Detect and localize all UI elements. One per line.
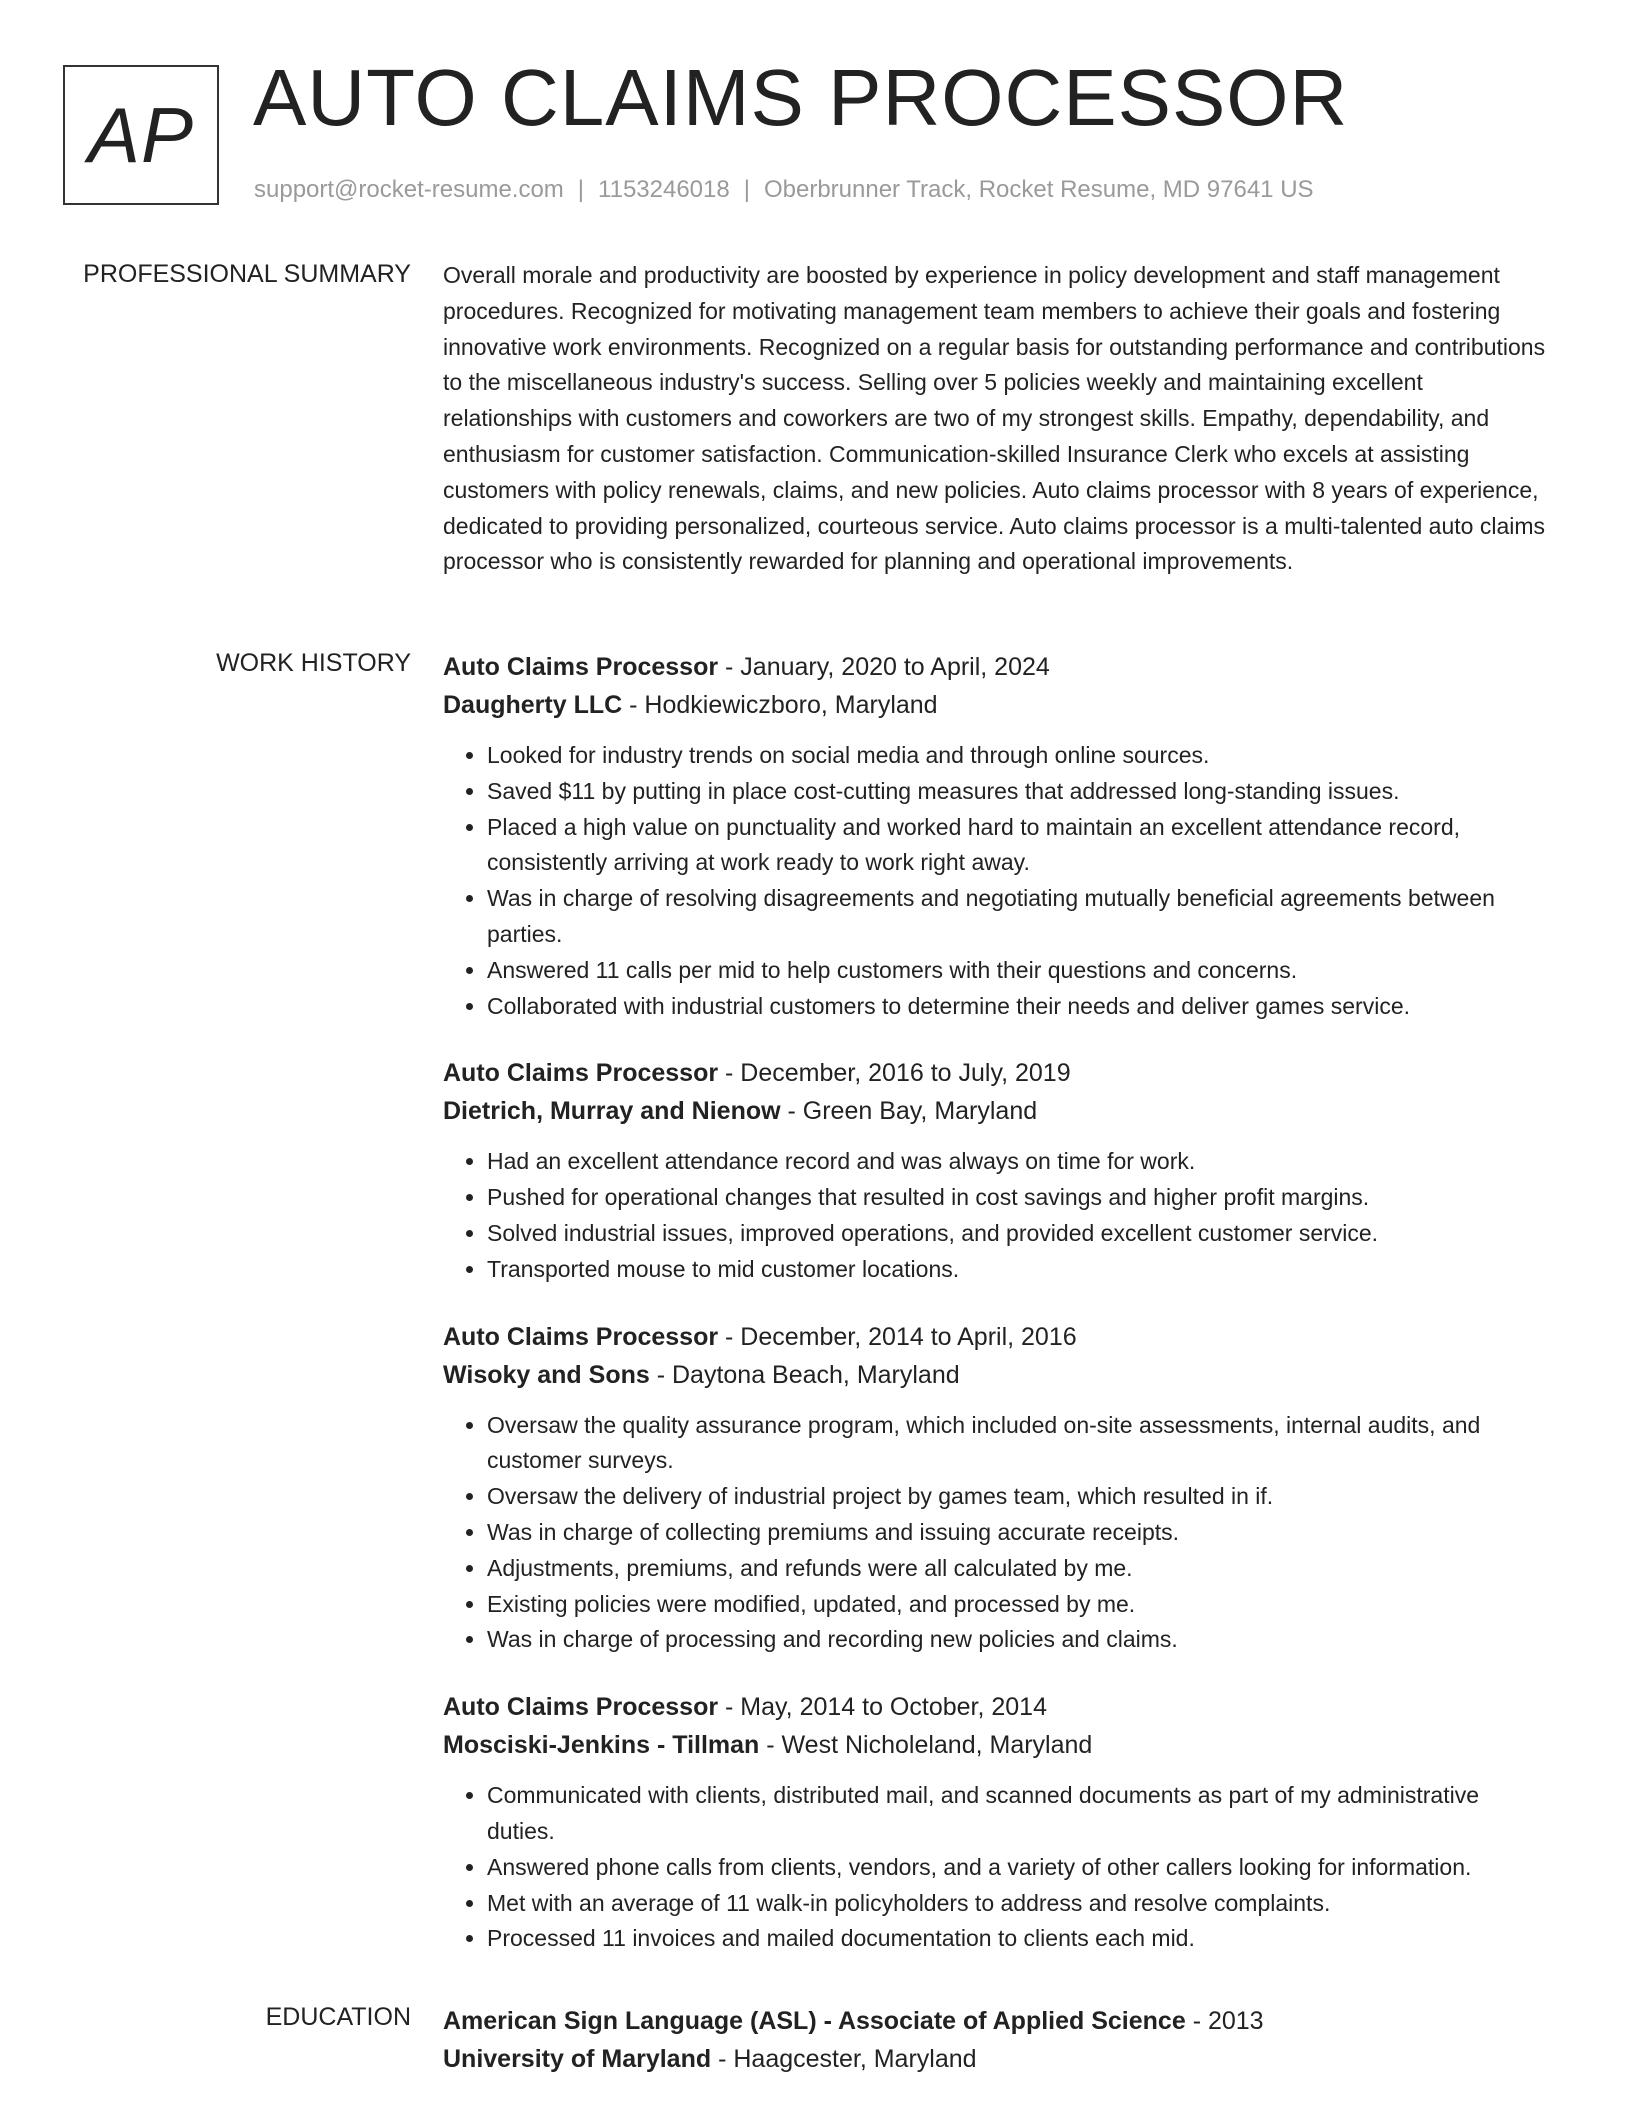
job-bullet: • Existing policies were modified, updated, and processed by me. <box>487 1587 1553 1623</box>
job-bullet: • Pushed for operational changes that resulted in cost savings and higher profit margins. <box>487 1180 1553 1216</box>
job-company: Wisoky and Sons <box>443 1360 650 1389</box>
job-company: Mosciski-Jenkins - Tillman <box>443 1731 760 1760</box>
job-bullet: • Looked for industry trends on social media and through online sources. <box>487 738 1553 774</box>
job-location: - West Nicholeland, Maryland <box>759 1731 1093 1760</box>
job-title-line <box>443 1318 1553 1356</box>
job-company: Daugherty LLC <box>443 691 623 719</box>
education-degree: American Sign Language (ASL) - Associate of Applied Science <box>443 2007 1186 2035</box>
job-bullets <box>443 738 1553 1024</box>
education-school: University of Maryland <box>443 2045 712 2073</box>
job-bullet: • Saved $11 by putting in place cost-cutting measures that addressed long-standing issues. <box>487 774 1553 810</box>
job-title: Auto Claims Processor <box>443 1322 719 1351</box>
job-bullet: • Adjustments, premiums, and refunds were all calculated by me. <box>487 1551 1553 1587</box>
contact-line <box>254 176 1314 204</box>
job-company-line <box>443 1092 1553 1130</box>
job-entry <box>443 648 1553 1024</box>
page-title: AUTO CLAIMS PROCESSOR <box>253 53 1349 142</box>
job-dates: - May, 2014 to October, 2014 <box>718 1693 1047 1722</box>
job-title: Auto Claims Processor <box>443 653 719 681</box>
job-bullet: • Had an excellent attendance record and was always on time for work. <box>487 1144 1553 1180</box>
job-bullet: • Answered 11 calls per mid to help customers with their questions and concerns. <box>487 953 1553 989</box>
job-bullet: • Processed 11 invoices and mailed documentation to clients each mid. <box>487 1921 1553 1957</box>
job-bullet: • Collaborated with industrial customers to determine their needs and deliver games service. <box>487 989 1553 1025</box>
summary-text: Overall morale and productivity are boosted by experience in policy development and staff management procedures. Recognized for motivating management team members to achieve their goals and fostering innovative work environments. Recognized on a regular basis for outstanding performance and contributions to the miscellaneous industry's success. Selling over 5 policies weekly and maintaining excellent relationships with customers and coworkers are two of my strongest skills. Empathy, dependability, and enthusiasm for customer satisfaction. Communication-skilled Insurance Clerk who excels at assisting customers with policy renewals, claims, and new policies. Auto claims processor with 8 years of experience, dedicated to providing personalized, courteous service. Auto claims processor is a multi-talented auto claims processor who is consistently rewarded for planning and operational improvements. <box>443 262 1546 575</box>
contact-separator: | <box>743 176 750 203</box>
job-bullet: • Met with an average of 11 walk-in policyholders to address and resolve complaints. <box>487 1886 1553 1922</box>
job-dates: - December, 2016 to July, 2019 <box>718 1059 1071 1088</box>
job-bullet: • Communicated with clients, distributed mail, and scanned documents as part of my administrative duties. <box>487 1778 1553 1850</box>
job-company-line <box>443 1356 1553 1394</box>
job-bullet: • Was in charge of resolving disagreements and negotiating mutually beneficial agreements between parties. <box>487 881 1553 953</box>
education-body <box>443 2002 1553 2078</box>
job-bullets <box>443 1144 1553 1287</box>
job-location: - Daytona Beach, Maryland <box>649 1360 960 1389</box>
contact-phone: 1153246018 <box>598 176 730 203</box>
job-dates: - January, 2020 to April, 2024 <box>718 653 1050 681</box>
education-school-line <box>443 2040 1553 2078</box>
job-bullet: • Answered phone calls from clients, vendors, and a variety of other callers looking for information. <box>487 1850 1553 1886</box>
job-bullets <box>443 1778 1553 1957</box>
job-location: - Hodkiewiczboro, Maryland <box>622 691 938 719</box>
education-year: - 2013 <box>1185 2007 1264 2035</box>
job-entry <box>443 1054 1553 1287</box>
section-label-summary: PROFESSIONAL SUMMARY <box>83 260 411 288</box>
job-title-line <box>443 648 1553 686</box>
section-label-work-history: WORK HISTORY <box>216 649 411 677</box>
education-degree-line <box>443 2002 1553 2040</box>
monogram-logo: AP <box>63 65 219 205</box>
job-bullet: • Oversaw the quality assurance program, which included on-site assessments, internal audits, and customer surveys. <box>487 1408 1553 1480</box>
contact-email[interactable]: support@rocket-resume.com <box>254 176 564 203</box>
job-bullet: • Was in charge of collecting premiums and issuing accurate receipts. <box>487 1515 1553 1551</box>
job-title: Auto Claims Processor <box>443 1059 719 1088</box>
contact-separator: | <box>577 176 585 203</box>
job-dates: - December, 2014 to April, 2016 <box>718 1322 1077 1351</box>
job-company-line <box>443 1726 1553 1764</box>
job-company-line <box>443 686 1553 724</box>
job-entry <box>443 1688 1553 1957</box>
job-location: - Green Bay, Maryland <box>780 1097 1038 1126</box>
section-label-education: EDUCATION <box>265 2003 411 2031</box>
work-history-body <box>443 648 1553 1987</box>
job-bullet: • Placed a high value on punctuality and worked hard to maintain an excellent attendance record, consistently arriving at work ready to work right away. <box>487 810 1553 882</box>
job-bullet: • Solved industrial issues, improved operations, and provided excellent customer service. <box>487 1216 1553 1252</box>
education-location: - Haagcester, Maryland <box>711 2045 977 2073</box>
job-title: Auto Claims Processor <box>443 1693 719 1722</box>
job-entry <box>443 1318 1553 1659</box>
summary-body <box>443 258 1553 580</box>
contact-address: Oberbrunner Track, Rocket Resume, MD 97641 US <box>763 176 1314 203</box>
job-company: Dietrich, Murray and Nienow <box>443 1097 781 1126</box>
job-title-line <box>443 1054 1553 1092</box>
job-bullet: • Oversaw the delivery of industrial project by games team, which resulted in if. <box>487 1479 1553 1515</box>
job-bullet: • Was in charge of processing and recording new policies and claims. <box>487 1622 1553 1658</box>
job-bullet: • Transported mouse to mid customer locations. <box>487 1252 1553 1288</box>
job-bullets <box>443 1408 1553 1659</box>
job-title-line <box>443 1688 1553 1726</box>
